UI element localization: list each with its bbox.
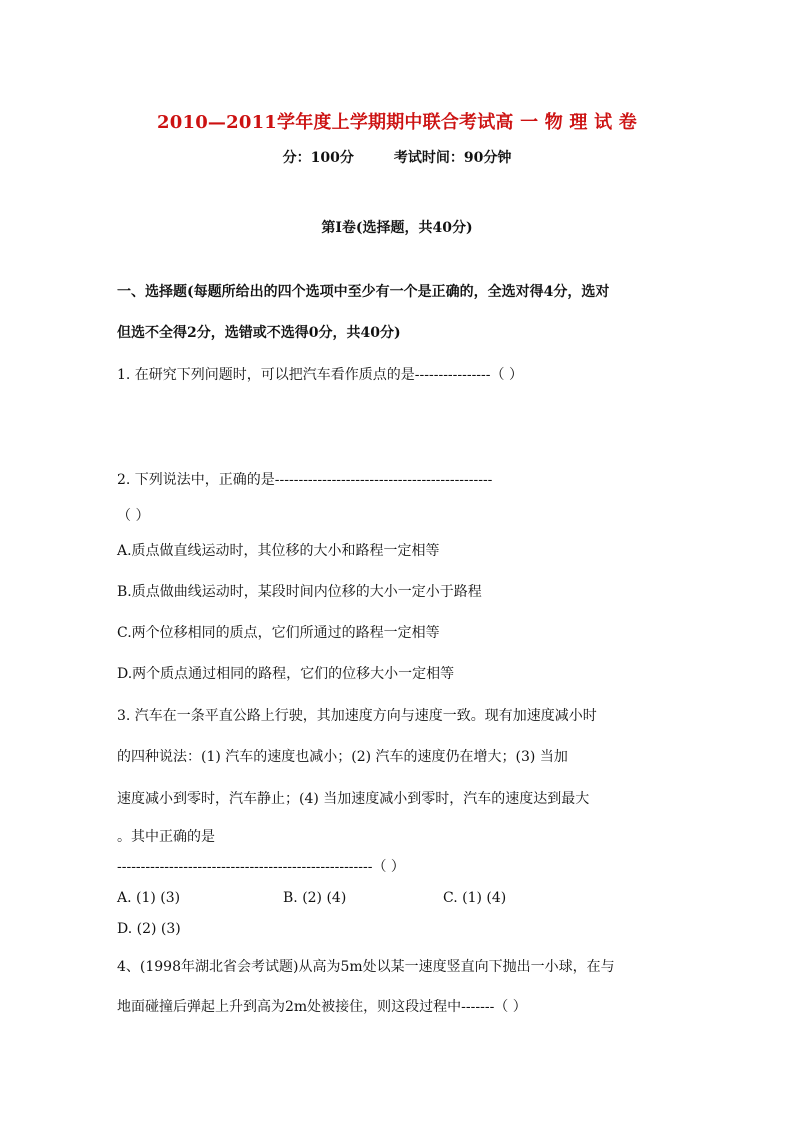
question-3-line-3: 速度减小到零时，汽车静止；(4) 当加速度减小到零时，汽车的速度达到最大 <box>117 791 590 807</box>
question-2-bracket: （ ） <box>117 508 150 524</box>
question-3-line-4: 。其中正确的是 <box>117 829 215 845</box>
question-3-option-c: C. (1) (4) <box>443 890 507 906</box>
exam-time-text: 考试时间：90分钟 <box>393 150 512 166</box>
question-4-line-2: 地面碰撞后弹起上升到高为2m处被接住，则这段过程中-------（ ） <box>117 999 527 1015</box>
question-3-option-a: A. (1) (3) <box>117 890 181 906</box>
exam-subtitle <box>0 147 794 167</box>
question-2-option-d: D.两个质点通过相同的路程，它们的位移大小一定相等 <box>117 666 455 682</box>
question-3-line-2: 的四种说法：(1) 汽车的速度也减小；(2) 汽车的速度仍在增大；(3) 当加 <box>117 749 568 765</box>
question-4-line-1: 4、(1998年湖北省会考试题)从高为5m处以某一速度竖直向下抛出一小球，在与 <box>117 959 615 975</box>
exam-title: 2010—2011学年度上学期期中联合考试高 一 物 理 试 卷 <box>157 112 637 133</box>
section-title: 第Ⅰ卷(选择题，共40分) <box>321 220 473 236</box>
full-marks-text: 分：100分 <box>282 150 354 166</box>
question-3-option-b: B. (2) (4) <box>283 890 347 906</box>
instructions-line-1: 一、选择题(每题所给出的四个选项中至少有一个是正确的，全选对得4分，选对 <box>117 284 610 300</box>
question-3-line-5: ------------------------------------------------------（ ） <box>117 859 405 875</box>
question-3-option-d: D. (2) (3) <box>117 921 181 937</box>
question-2-option-b: B.质点做曲线运动时，某段时间内位移的大小一定小于路程 <box>117 584 482 600</box>
question-2-stem: 2. 下列说法中，正确的是---------------------------------------------- <box>117 472 493 488</box>
question-1: 1. 在研究下列问题时，可以把汽车看作质点的是----------------（ ） <box>117 367 523 383</box>
instructions-line-2: 但选不全得2分，选错或不选得0分，共40分) <box>117 325 401 341</box>
question-2-option-a: A.质点做直线运动时，其位移的大小和路程一定相等 <box>117 543 440 559</box>
question-3-line-1: 3. 汽车在一条平直公路上行驶，其加速度方向与速度一致。现有加速度减小时 <box>117 708 597 724</box>
question-2-option-c: C.两个位移相同的质点，它们所通过的路程一定相等 <box>117 625 440 641</box>
